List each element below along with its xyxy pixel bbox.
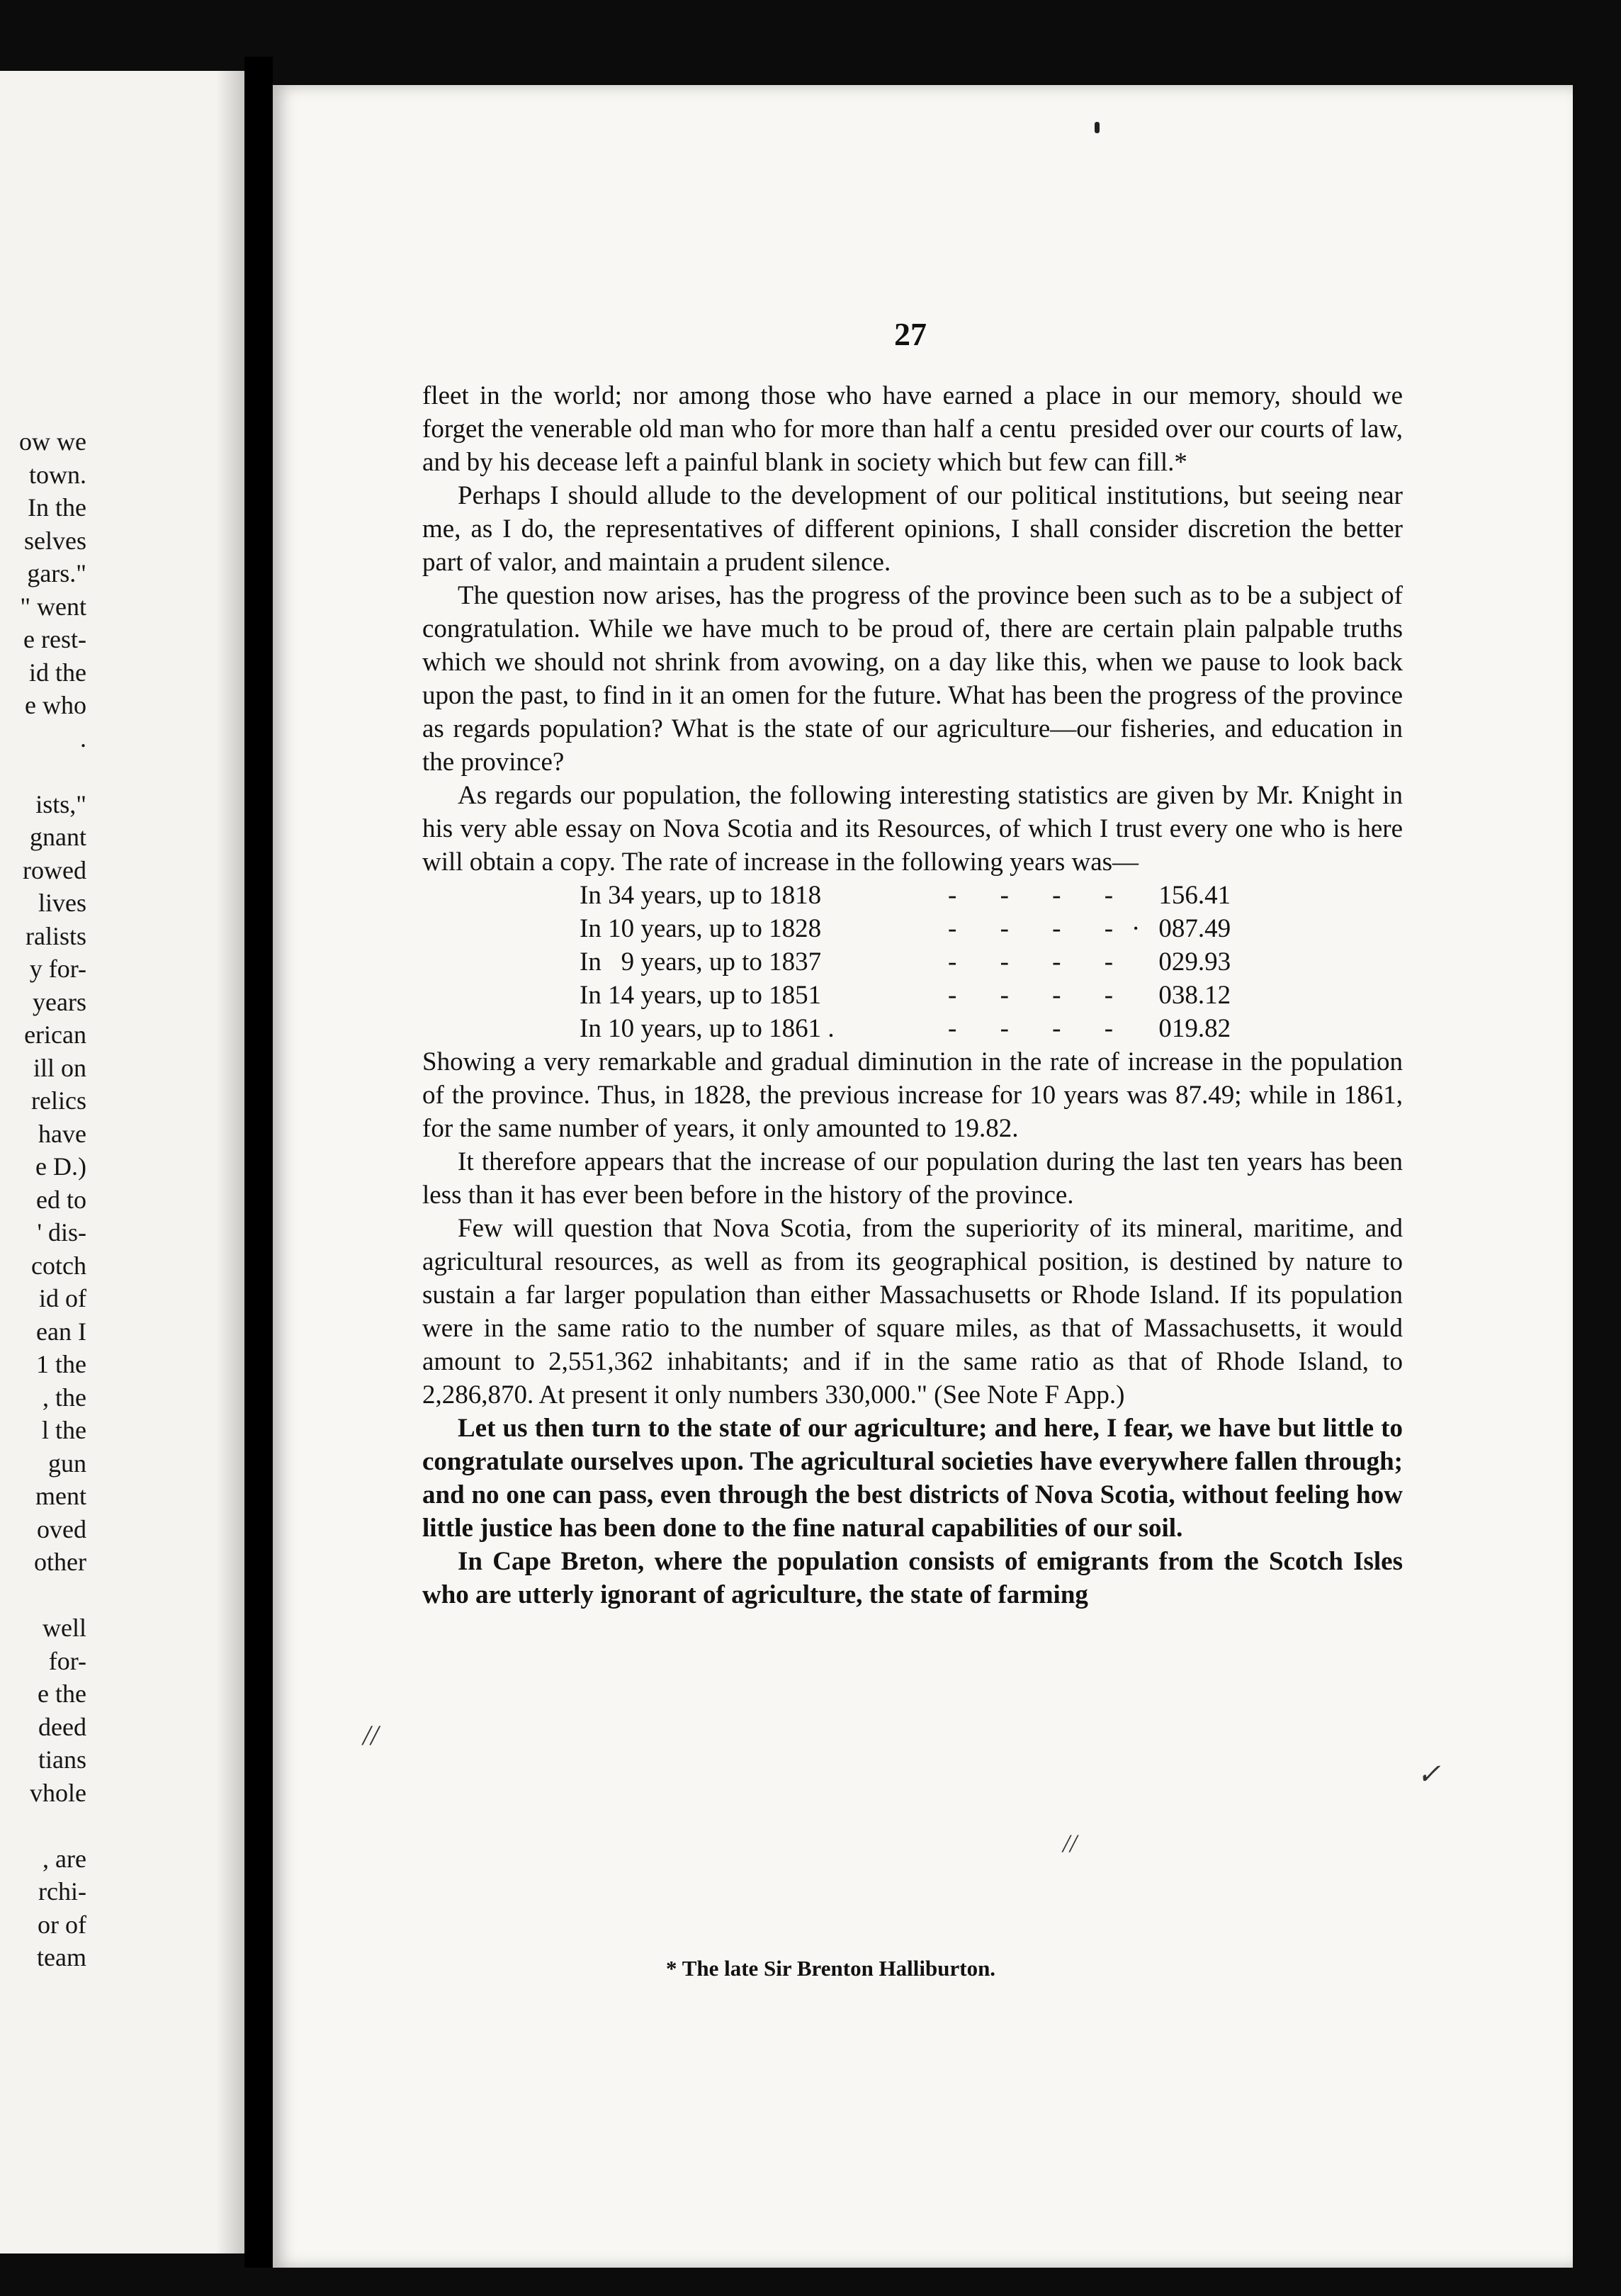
table-cell-rate: 156.41 <box>1158 881 1231 910</box>
paragraph: As regards our population, the following interesting statistics are given by Mr. Knight in his very able essay on Nova Scotia and its Resources, of which I trust every one who is here will obtain a copy. The rate of increase in the following years was— <box>422 781 1403 877</box>
facing-page-line: well <box>43 1614 86 1642</box>
table-cell-period: In 14 years, up to 1851 <box>580 981 822 1010</box>
facing-page-line: town. <box>29 460 86 489</box>
facing-page-line: y for- <box>29 955 86 983</box>
facing-page-left <box>0 71 244 2253</box>
table-cell-rate: 087.49 <box>1158 914 1231 943</box>
paragraph: Few will question that Nova Scotia, from the superiority of its mineral, maritime, and agricultural resources, as well as from its geographical position, is destined by nature to sustain a far larger population than either Massachusetts or Rhode Island. If its population were in the same ratio to the number of square miles, as that of Massachusetts, it would amount to 2,551,362 inhabitants; and if in the same ratio as that of Rhode Island, to 2,286,870. At present it only numbers 330,000." (See Note F App.) <box>422 1214 1403 1409</box>
ink-dot <box>1095 122 1100 133</box>
facing-page-line: vhole <box>30 1778 86 1807</box>
facing-page-line: e who <box>25 691 86 719</box>
facing-page-line: have <box>38 1119 86 1148</box>
inline-mark: // <box>1063 1829 1078 1857</box>
table-cell-period: In 34 years, up to 1818 <box>580 881 822 910</box>
facing-page-line: erican <box>24 1020 86 1049</box>
facing-page-line: . <box>80 724 86 753</box>
table-cell-leader: - - - - <box>948 1014 1132 1043</box>
facing-page-line: cotch <box>31 1251 86 1280</box>
facing-page-line: selves <box>24 526 86 555</box>
population-increase-table <box>580 879 1265 1045</box>
facing-page-line: gnant <box>30 823 86 851</box>
margin-mark: // <box>363 1719 379 1751</box>
facing-page-line: team <box>37 1943 86 1971</box>
facing-page-text <box>0 425 86 1974</box>
page-number: 27 <box>894 316 927 352</box>
table-cell-period: In 9 years, up to 1837 <box>580 947 822 977</box>
facing-page-line: e the <box>38 1679 86 1708</box>
table-cell-rate: 019.82 <box>1158 1014 1231 1043</box>
facing-page-line: id of <box>39 1284 86 1312</box>
facing-page-line: for- <box>48 1646 86 1675</box>
facing-page-line: In the <box>28 493 86 522</box>
facing-page-line: ill on <box>33 1053 86 1082</box>
facing-page-line: relics <box>31 1086 86 1115</box>
facing-page-line: oved <box>37 1514 86 1543</box>
facing-page-line: ed to <box>36 1185 86 1214</box>
facing-page-line: ' dis- <box>37 1218 86 1247</box>
facing-page-line: gars." <box>27 559 86 587</box>
facing-page-line: e rest- <box>23 625 86 653</box>
paragraph: Perhaps I should allude to the development of our political institutions, but seeing near me, as I do, the representatives of different opinions, I shall consider discretion the better part of valor, and maintain a prudent silence. <box>422 481 1403 577</box>
table-row <box>580 879 1265 912</box>
facing-page-line: " went <box>20 592 86 621</box>
body-text <box>422 379 1403 1611</box>
table-cell-leader: - - - - <box>948 881 1132 910</box>
facing-page-line: id the <box>29 658 86 687</box>
paragraph: Let us then turn to the state of our agriculture; and here, I fear, we have but little to congratulate ourselves upon. The agricultural societies have everywhere fallen through; and no one can pass, even through the best districts of Nova Scotia, without feeling how little justice has been done to the fine natural capabilities of our soil. <box>422 1414 1403 1543</box>
facing-page-line: or of <box>38 1910 86 1939</box>
facing-page-line: ment <box>35 1482 86 1510</box>
facing-page-line: ow we <box>19 427 86 456</box>
facing-page-line: , are <box>43 1844 86 1873</box>
book-spine <box>244 57 273 2268</box>
paragraph: The question now arises, has the progress of the province been such as to be a subject of congratulation. While we have much to be proud of, there are certain plain palpable truths which we should not shrink from avowing, on a day like this, when we pause to look back upon the past, to find in it an omen for the future. What has been the progress of the province as regards population? What is the state of our agriculture—our fisheries, and education in the province? <box>422 581 1403 777</box>
footnote: * The late Sir Brenton Halliburton. <box>666 1956 996 1981</box>
facing-page-line: , the <box>43 1383 86 1412</box>
table-cell-period: In 10 years, up to 1861 . <box>580 1014 835 1043</box>
table-row <box>580 912 1265 945</box>
facing-page-line: rchi- <box>38 1877 86 1906</box>
paragraph: It therefore appears that the increase of our population during the last ten years has been less than it has ever been before in the history of the province. <box>422 1147 1403 1210</box>
table-row <box>580 1012 1265 1045</box>
table-cell-period: In 10 years, up to 1828 <box>580 914 822 943</box>
paragraph: fleet in the world; nor among those who have earned a place in our memory, should we forget the venerable old man who for more than half a centu presided over our courts of law, and by his decease left a painful blank in society which but few can fill.* <box>422 381 1403 477</box>
facing-page-line: gun <box>48 1448 86 1478</box>
facing-page-line <box>0 1809 86 1842</box>
facing-page-line <box>0 755 86 788</box>
facing-page-line: other <box>34 1548 86 1576</box>
facing-page-line: l the <box>42 1416 86 1444</box>
facing-page-line: ralists <box>26 921 86 950</box>
table-cell-leader: - - - - <box>948 947 1132 977</box>
table-row <box>580 945 1265 979</box>
table-cell-leader: - - - -· <box>948 914 1159 943</box>
facing-page-line: deed <box>38 1712 86 1741</box>
facing-page-line: ists," <box>35 789 86 818</box>
facing-page-line: ean I <box>36 1317 86 1346</box>
facing-page-line: years <box>33 987 86 1016</box>
table-row <box>580 979 1265 1012</box>
facing-page-line: tians <box>38 1745 86 1774</box>
facing-page-line: 1 the <box>36 1350 86 1378</box>
table-cell-rate: 038.12 <box>1158 981 1231 1010</box>
facing-page-line: e D.) <box>35 1152 86 1181</box>
facing-page-line: lives <box>38 889 86 917</box>
check-mark-icon: ✓ <box>1417 1758 1441 1790</box>
table-cell-leader: - - - - <box>948 981 1132 1010</box>
facing-page-line: rowed <box>23 855 86 884</box>
gutter-shadow <box>216 71 244 2253</box>
paragraph: Showing a very remarkable and gradual diminution in the rate of increase in the population of the province. Thus, in 1828, the previous increase for 10 years was 87.49; while in 1861, for the same number of years, it only amounted to 19.82. <box>422 1047 1403 1143</box>
paragraph: In Cape Breton, where the population consists of emigrants from the Scotch Isles who are utterly ignorant of agriculture, the state of farming <box>422 1547 1403 1609</box>
table-cell-rate: 029.93 <box>1158 947 1231 977</box>
facing-page-line <box>0 1579 86 1612</box>
